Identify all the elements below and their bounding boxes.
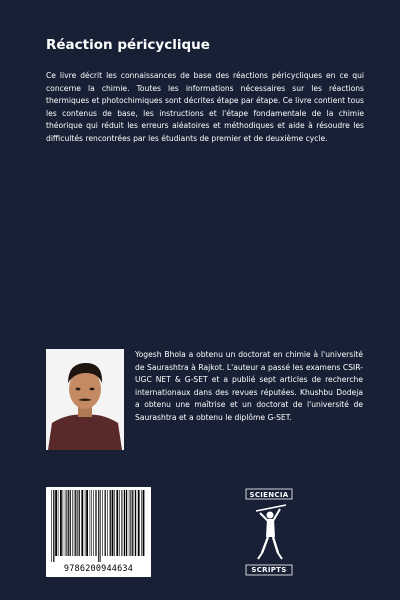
barcode-bar <box>75 490 76 556</box>
logo-text-top: SCIENCIA <box>249 491 289 499</box>
barcode-bar <box>138 490 140 556</box>
barcode-bar <box>86 490 88 556</box>
barcode-bar <box>114 490 115 556</box>
barcode-bar <box>72 490 73 556</box>
book-title: Réaction péricyclique <box>46 37 210 53</box>
barcode-bar <box>98 490 99 562</box>
author-bio: Yogesh Bhola a obtenu un doctorat en chimie à l'université de Saurashtra à Rajkot. L'auteur a passé les examens CSIR- UGC NET & G-SET et a publié sept articles de recherche internationaux dans des revues réputées. Khushbu Dodeja a obtenu une maîtrise et un doctorat de l'université de Saurashtra et a obtenu le diplôme G-SET. <box>135 350 363 422</box>
barcode-bar <box>105 490 106 556</box>
barcode-bar <box>55 490 57 556</box>
barcode-bar <box>63 490 64 556</box>
barcode-bar <box>107 490 108 556</box>
barcode-bar <box>126 490 127 556</box>
barcode <box>46 487 151 577</box>
barcode-bar <box>95 490 96 556</box>
barcode-bar <box>132 490 133 556</box>
barcode-bar <box>77 490 78 556</box>
barcode-bar <box>123 490 124 556</box>
barcode-bar <box>74 490 75 556</box>
barcode-bar <box>141 490 142 556</box>
barcode-bar <box>58 490 59 556</box>
barcode-bar <box>66 490 67 556</box>
barcode-bar <box>90 490 91 556</box>
isbn-number: 9786200944634 <box>63 564 134 574</box>
barcode-bar <box>85 490 86 556</box>
barcode-bar <box>70 490 71 556</box>
barcode-bar <box>79 490 80 556</box>
barcode-bar <box>68 490 69 556</box>
barcode-bar <box>110 490 111 556</box>
author-photo <box>46 349 124 450</box>
barcode-bar <box>65 490 66 556</box>
barcode-bar <box>119 490 120 556</box>
logo-text-bottom: SCRIPTS <box>251 566 287 574</box>
barcode-bar <box>121 490 122 556</box>
barcode-bar <box>60 490 62 556</box>
publisher-logo <box>244 487 294 577</box>
barcode-bar <box>102 490 103 556</box>
barcode-bar <box>124 490 125 556</box>
barcode-bar <box>93 490 94 556</box>
barcode-bar <box>53 490 54 562</box>
barcode-bar <box>112 490 114 556</box>
barcode-bar <box>51 490 52 562</box>
barcode-bar <box>129 490 130 556</box>
barcode-bar <box>134 490 135 556</box>
barcode-bar <box>130 490 131 556</box>
barcode-bar <box>91 490 92 556</box>
book-summary: Ce livre décrit les connaissances de base des réactions péricycliques en ce qui concerne la chimie. Toutes les informations nécessaires sur les réactions thermiques et photochimiques sont décrites étape par étape. Ce livre contient tous les contenus de base, les instructions et l'étape fondamentale de la chimie théorique qui réduit les erreurs aléatoires et méthodiques et aide à résoudre les difficultés rencontrées par les étudiants de premier et de deuxième cycle. <box>46 71 364 143</box>
barcode-bar <box>100 490 101 562</box>
barcode-bar <box>81 490 83 556</box>
barcode-bar <box>135 490 136 556</box>
barcode-bar <box>116 490 118 556</box>
barcode-bar <box>143 490 145 556</box>
